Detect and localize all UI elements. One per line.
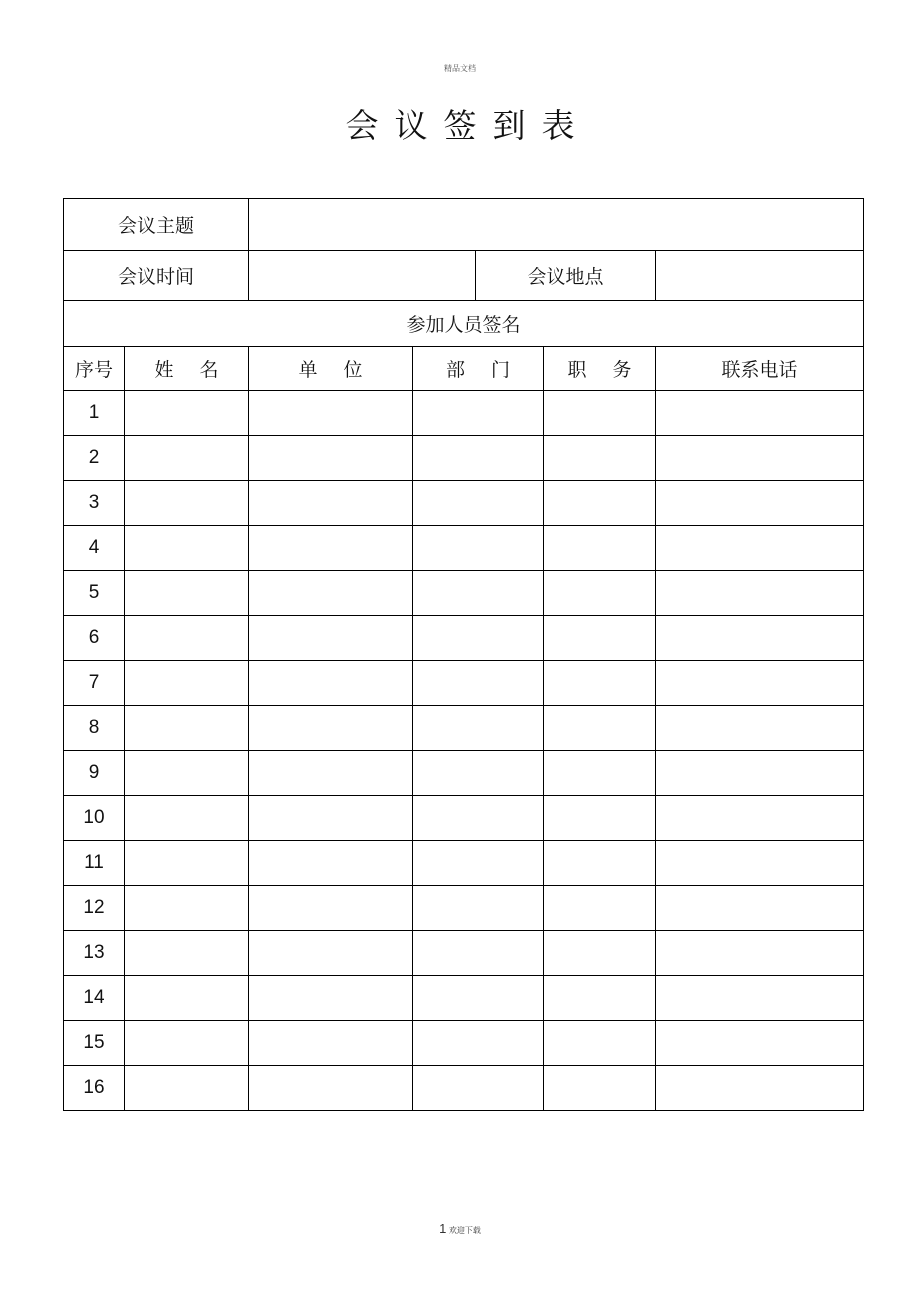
footer-text: 欢迎下载: [448, 1226, 481, 1235]
unit-cell[interactable]: [249, 1021, 413, 1066]
table-row: [64, 886, 864, 931]
row-number: 6: [64, 616, 125, 661]
row-number: 7: [64, 661, 125, 706]
department-cell[interactable]: [413, 391, 544, 436]
position-cell[interactable]: [544, 571, 656, 616]
table-row: [64, 841, 864, 886]
row-number: 13: [64, 931, 125, 976]
topic-field[interactable]: [249, 199, 864, 251]
row-number: 16: [64, 1066, 125, 1111]
header-watermark: 精品文档: [444, 64, 476, 73]
name-cell[interactable]: [125, 1021, 249, 1066]
row-number: 8: [64, 706, 125, 751]
department-cell[interactable]: [413, 931, 544, 976]
col-header-unit: 单 位: [249, 347, 413, 391]
unit-cell[interactable]: [249, 706, 413, 751]
phone-cell[interactable]: [656, 1021, 864, 1066]
row-number: 14: [64, 976, 125, 1021]
phone-cell[interactable]: [656, 751, 864, 796]
table-row: [64, 616, 864, 661]
unit-cell[interactable]: [249, 481, 413, 526]
page-footer: [0, 1221, 920, 1236]
time-field[interactable]: [249, 251, 476, 301]
row-number: 5: [64, 571, 125, 616]
section-title: 参加人员签名: [64, 301, 864, 347]
table-row: [64, 526, 864, 571]
table-row: [64, 706, 864, 751]
phone-cell[interactable]: [656, 796, 864, 841]
row-number: 9: [64, 751, 125, 796]
row-number: 1: [64, 391, 125, 436]
col-header-position: 职 务: [544, 347, 656, 391]
phone-cell[interactable]: [656, 616, 864, 661]
name-cell[interactable]: [125, 436, 249, 481]
table-row: [64, 1021, 864, 1066]
col-header-department: 部 门: [413, 347, 544, 391]
name-cell[interactable]: [125, 571, 249, 616]
department-cell[interactable]: [413, 1066, 544, 1111]
row-number: 15: [64, 1021, 125, 1066]
col-header-number: 序号: [64, 347, 125, 391]
table-row: [64, 436, 864, 481]
name-cell[interactable]: [125, 706, 249, 751]
department-cell[interactable]: [413, 661, 544, 706]
row-number: 12: [64, 886, 125, 931]
unit-cell[interactable]: [249, 391, 413, 436]
name-cell[interactable]: [125, 526, 249, 571]
name-cell[interactable]: [125, 841, 249, 886]
column-header-row: [64, 347, 864, 391]
department-cell[interactable]: [413, 1021, 544, 1066]
table-row: [64, 391, 864, 436]
phone-cell[interactable]: [656, 661, 864, 706]
name-cell[interactable]: [125, 616, 249, 661]
page-title: 会议签到表: [345, 106, 591, 145]
place-field[interactable]: [656, 251, 864, 301]
unit-cell[interactable]: [249, 931, 413, 976]
phone-cell[interactable]: [656, 526, 864, 571]
unit-cell[interactable]: [249, 1066, 413, 1111]
unit-cell[interactable]: [249, 661, 413, 706]
phone-cell[interactable]: [656, 706, 864, 751]
position-cell[interactable]: [544, 436, 656, 481]
phone-cell[interactable]: [656, 976, 864, 1021]
position-cell[interactable]: [544, 841, 656, 886]
table-row: [64, 976, 864, 1021]
department-cell[interactable]: [413, 481, 544, 526]
position-cell[interactable]: [544, 616, 656, 661]
unit-cell[interactable]: [249, 571, 413, 616]
unit-cell[interactable]: [249, 526, 413, 571]
position-cell[interactable]: [544, 706, 656, 751]
time-place-row: [64, 251, 864, 301]
table-row: [64, 1066, 864, 1111]
phone-cell[interactable]: [656, 886, 864, 931]
department-cell[interactable]: [413, 976, 544, 1021]
row-number: 10: [64, 796, 125, 841]
phone-cell[interactable]: [656, 391, 864, 436]
position-cell[interactable]: [544, 796, 656, 841]
table-row: [64, 661, 864, 706]
department-cell[interactable]: [413, 796, 544, 841]
position-cell[interactable]: [544, 976, 656, 1021]
name-cell[interactable]: [125, 661, 249, 706]
unit-cell[interactable]: [249, 616, 413, 661]
time-label: 会议时间: [64, 251, 249, 301]
position-cell[interactable]: [544, 751, 656, 796]
position-cell[interactable]: [544, 886, 656, 931]
name-cell[interactable]: [125, 391, 249, 436]
col-header-phone: 联系电话: [656, 347, 864, 391]
page-number: 1: [439, 1221, 447, 1236]
phone-cell[interactable]: [656, 841, 864, 886]
department-cell[interactable]: [413, 886, 544, 931]
position-cell[interactable]: [544, 391, 656, 436]
place-label: 会议地点: [476, 251, 656, 301]
unit-cell[interactable]: [249, 751, 413, 796]
row-number: 4: [64, 526, 125, 571]
department-cell[interactable]: [413, 436, 544, 481]
department-cell[interactable]: [413, 841, 544, 886]
table-row: [64, 931, 864, 976]
department-cell[interactable]: [413, 616, 544, 661]
table-row: [64, 571, 864, 616]
topic-label: 会议主题: [64, 199, 249, 251]
name-cell[interactable]: [125, 976, 249, 1021]
row-number: 11: [64, 841, 125, 886]
position-cell[interactable]: [544, 1021, 656, 1066]
phone-cell[interactable]: [656, 931, 864, 976]
phone-cell[interactable]: [656, 481, 864, 526]
name-cell[interactable]: [125, 751, 249, 796]
topic-row: [64, 199, 864, 251]
section-row: [64, 301, 864, 347]
position-cell[interactable]: [544, 661, 656, 706]
position-cell[interactable]: [544, 1066, 656, 1111]
table-row: [64, 751, 864, 796]
department-cell[interactable]: [413, 706, 544, 751]
unit-cell[interactable]: [249, 841, 413, 886]
row-number: 3: [64, 481, 125, 526]
position-cell[interactable]: [544, 526, 656, 571]
department-cell[interactable]: [413, 571, 544, 616]
name-cell[interactable]: [125, 481, 249, 526]
name-cell[interactable]: [125, 796, 249, 841]
unit-cell[interactable]: [249, 796, 413, 841]
col-header-name: 姓 名: [125, 347, 249, 391]
phone-cell[interactable]: [656, 1066, 864, 1111]
row-number: 2: [64, 436, 125, 481]
department-cell[interactable]: [413, 526, 544, 571]
unit-cell[interactable]: [249, 436, 413, 481]
position-cell[interactable]: [544, 931, 656, 976]
table-row: [64, 481, 864, 526]
phone-cell[interactable]: [656, 571, 864, 616]
name-cell[interactable]: [125, 1066, 249, 1111]
sign-in-table: [63, 198, 864, 1111]
position-cell[interactable]: [544, 481, 656, 526]
department-cell[interactable]: [413, 751, 544, 796]
name-cell[interactable]: [125, 886, 249, 931]
unit-cell[interactable]: [249, 886, 413, 931]
table-row: [64, 796, 864, 841]
name-cell[interactable]: [125, 931, 249, 976]
phone-cell[interactable]: [656, 436, 864, 481]
unit-cell[interactable]: [249, 976, 413, 1021]
